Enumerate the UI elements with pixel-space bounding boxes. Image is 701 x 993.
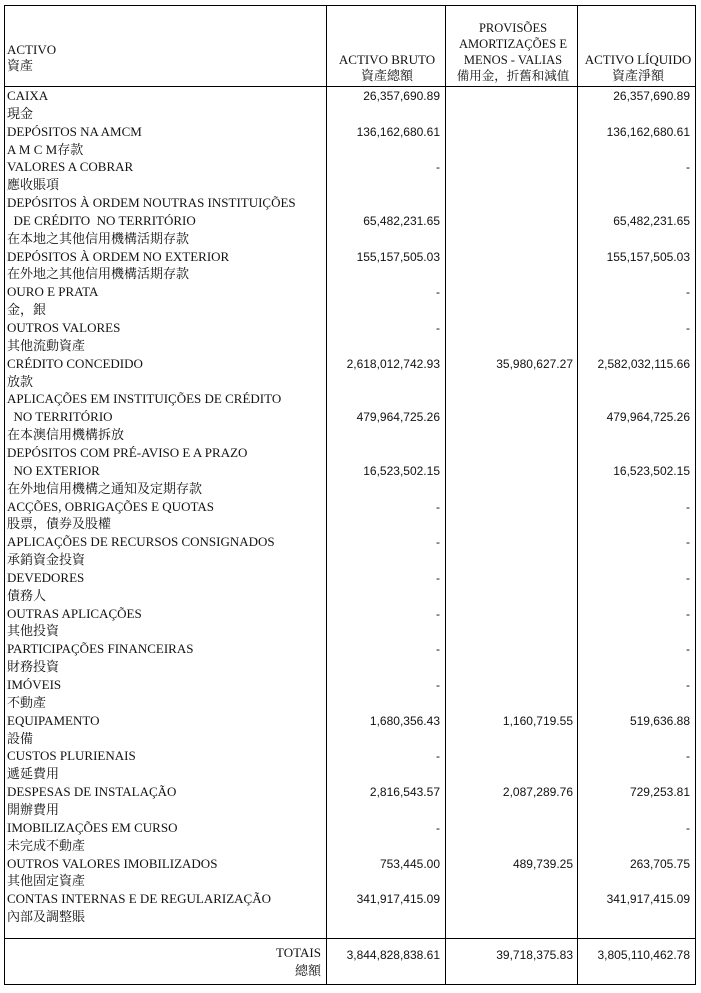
row-activo-bruto: 155,157,505.03 [356,249,440,264]
row-label-zh: 其他流動資產 [7,337,86,353]
row-label-pt: DEPÓSITOS COM PRÉ-AVISO E A PRAZO [7,445,248,460]
header-provisoes-line: AMORTIZAÇÕES E [459,37,567,51]
row-label-zh: 不動產 [7,694,47,710]
row-activo-liquido: - [686,678,690,693]
row-label-pt: PARTICIPAÇÕES FINANCEIRAS [7,641,194,657]
balance-sheet-table [4,5,696,985]
header-activo-bruto [328,6,446,86]
row-label [7,712,325,748]
row-activo-liquido: - [686,606,690,621]
row-activo-liquido: 2,582,032,115.66 [597,356,690,371]
row-activo-bruto: - [436,321,440,336]
totals-row [5,941,695,985]
row-label [7,605,325,641]
row-label-pt: OUTROS VALORES [7,320,121,336]
row-label-pt: NO TERRITÓRIO [7,409,113,425]
row-activo-bruto: 1,680,356.43 [369,713,440,728]
row-label-pt: DE CRÉDITO NO TERRITÓRIO [7,212,196,228]
row-label [7,444,325,498]
row-activo-bruto: - [436,499,440,514]
row-label-pt: CRÉDITO CONCEDIDO [7,355,143,371]
header-activo-line: 資產 [7,58,34,73]
row-activo-bruto: 16,523,502.15 [363,463,440,478]
row-label-pt: CUSTOS PLURIENAIS [7,748,136,764]
row-label [7,248,325,284]
row-label-zh: 金，銀 [7,302,47,318]
table-row [5,248,695,284]
row-activo-liquido: 519,636.88 [629,713,690,728]
row-activo-bruto: - [436,570,440,585]
row-label-zh: 開辦費用 [7,801,60,817]
row-label-pt: DEPÓSITOS NA AMCM [7,123,142,139]
row-label-pt: DEPÓSITOS À ORDEM NOUTRAS INSTITUIÇÕES [7,195,296,211]
row-label [7,855,325,891]
row-label-pt: EQUIPAMENTO [7,712,100,728]
table-row [5,569,695,605]
row-label [7,390,325,444]
row-label-zh: 設備 [7,730,34,746]
row-activo-bruto: - [436,749,440,764]
row-label-zh: 內部及調整賬 [7,909,86,925]
row-activo-liquido: 136,162,680.61 [606,124,690,139]
row-label [7,640,325,676]
totals-label [276,944,321,980]
row-provisoes: 1,160,719.55 [502,713,573,728]
table-row [5,605,695,641]
row-label-zh: 在外地之其他信用機構活期存款 [7,266,190,282]
row-activo-liquido: - [686,285,690,300]
totals-label-pt: TOTAIS [276,945,321,960]
row-label [7,283,325,319]
row-activo-liquido: - [686,499,690,514]
table-row [5,390,695,444]
row-activo-bruto: - [436,285,440,300]
row-activo-bruto: - [436,678,440,693]
row-label-pt: CONTAS INTERNAS E DE REGULARIZAÇÃO [7,891,272,907]
row-label [7,819,325,855]
row-activo-bruto: 341,917,415.09 [356,892,440,907]
row-activo-liquido: 65,482,231.65 [613,213,690,228]
row-activo-liquido: - [686,749,690,764]
row-activo-bruto: - [436,535,440,550]
row-label-zh: 承銷資金投資 [7,552,86,568]
table-row [5,355,695,391]
row-label-zh: 未完成不動產 [7,837,86,853]
row-label-pt: DEPÓSITOS À ORDEM NO EXTERIOR [7,248,230,264]
totals-liquido: 3,805,110,462.78 [597,948,690,962]
row-activo-bruto: 26,357,690.89 [363,89,440,103]
row-activo-liquido: 479,964,725.26 [606,410,690,425]
row-label [7,676,325,712]
row-label-zh: 在本澳信用機構拆放 [7,427,125,443]
row-activo-bruto: 65,482,231.65 [363,213,440,228]
row-activo-bruto: 2,618,012,742.93 [346,356,440,371]
row-label-pt: OUTRAS APLICAÇÕES [7,605,142,621]
row-activo-liquido: - [686,535,690,550]
row-label-zh: 應收賬項 [7,177,60,193]
row-label [7,533,325,569]
row-activo-bruto: 2,816,543.57 [369,785,440,800]
row-label-pt: DEVEDORES [7,569,85,585]
row-provisoes: 2,087,289.76 [502,785,573,800]
row-provisoes: 35,980,627.27 [496,356,573,371]
row-activo-bruto: 753,445.00 [379,856,440,871]
table-row [5,194,695,248]
row-activo-liquido: 263,705.75 [629,856,690,871]
row-label-pt: IMOBILIZAÇÕES EM CURSO [7,819,178,835]
row-label [7,747,325,783]
row-label-zh: 遞延費用 [7,766,60,782]
table-row [5,283,695,319]
row-activo-liquido: - [686,642,690,657]
table-row [5,87,695,123]
table-row [5,533,695,569]
table-row [5,640,695,676]
row-label [7,319,325,355]
row-label [7,783,325,819]
row-label [7,569,325,605]
row-activo-liquido: 26,357,690.89 [613,89,690,103]
table-row [5,819,695,855]
row-label-zh: 現金 [7,105,34,121]
header-provisoes-line: 備用金，折舊和減值 [456,69,570,83]
row-label-pt: APLICAÇÕES DE RECURSOS CONSIGNADOS [7,534,275,550]
row-label [7,194,325,248]
table-row [5,319,695,355]
row-label-pt: CAIXA [7,88,49,103]
row-label-pt: DESPESAS DE INSTALAÇÃO [7,784,177,800]
header-provisoes-line: PROVISÕES [478,21,548,35]
row-label-zh: 其他投資 [7,623,60,639]
row-activo-bruto: - [436,606,440,621]
row-label [7,355,325,391]
row-activo-liquido: 155,157,505.03 [606,249,690,264]
totals-provisoes: 39,718,375.83 [496,948,573,962]
row-label-pt: ACÇÕES, OBRIGAÇÕES E QUOTAS [7,498,214,514]
row-activo-liquido: - [686,820,690,835]
row-activo-liquido: 16,523,502.15 [613,463,690,478]
totals-divider [5,938,695,939]
table-row [5,444,695,498]
row-label-zh: 股票，債券及股權 [7,516,112,532]
row-label [7,158,325,194]
row-activo-bruto: - [436,160,440,175]
table-row [5,676,695,712]
row-activo-liquido: 729,253.81 [629,785,690,800]
row-activo-liquido: - [686,570,690,585]
row-label-zh: 其他固定資產 [7,873,86,889]
row-activo-liquido: - [686,160,690,175]
row-label-zh: 財務投資 [7,659,60,675]
row-label-zh: 放款 [7,373,34,389]
row-label [7,87,325,123]
row-label-pt: IMÓVEIS [7,677,62,693]
row-label-pt: OURO E PRATA [7,284,99,300]
row-activo-bruto: - [436,820,440,835]
row-label-zh: 在外地信用機構之通知及定期存款 [7,480,203,496]
table-row [5,783,695,819]
header-provisoes [447,6,579,86]
table-row [5,712,695,748]
row-label [7,123,325,159]
row-label-zh: 在本地之其他信用機構活期存款 [7,230,190,246]
table-row [5,890,695,926]
table-row [5,158,695,194]
row-label-pt: NO EXTERIOR [7,462,100,478]
table-row [5,123,695,159]
header-liquido-line: ACTIVO LÍQUIDO [584,52,692,67]
row-label-pt: VALORES A COBRAR [7,159,134,175]
header-bruto-line: 資產總額 [360,68,413,83]
header-activo-liquido [580,6,696,86]
row-activo-bruto: 479,964,725.26 [356,410,440,425]
header-activo [7,6,325,86]
header-activo-line: ACTIVO [7,42,57,57]
row-label [7,498,325,534]
row-provisoes: 489,739.25 [512,856,573,871]
row-activo-bruto: - [436,642,440,657]
totals-bruto: 3,844,828,838.61 [346,948,440,962]
row-label [7,890,325,926]
row-label-pt: OUTROS VALORES IMOBILIZADOS [7,855,218,871]
table-row [5,855,695,891]
row-activo-liquido: - [686,321,690,336]
totals-label-zh: 總額 [294,963,321,978]
row-label-zh: A M C M存款 [7,141,84,157]
header-provisoes-line: MENOS - VALIAS [463,53,563,67]
row-activo-liquido: 341,917,415.09 [606,892,690,907]
table-row [5,498,695,534]
row-label-zh: 債務人 [7,587,47,603]
row-activo-bruto: 136,162,680.61 [356,124,440,139]
header-bruto-line: ACTIVO BRUTO [338,52,436,67]
table-row [5,747,695,783]
header-liquido-line: 資產淨額 [611,68,664,83]
row-label-pt: APLICAÇÕES EM INSTITUIÇÕES DE CRÉDITO [7,391,282,407]
